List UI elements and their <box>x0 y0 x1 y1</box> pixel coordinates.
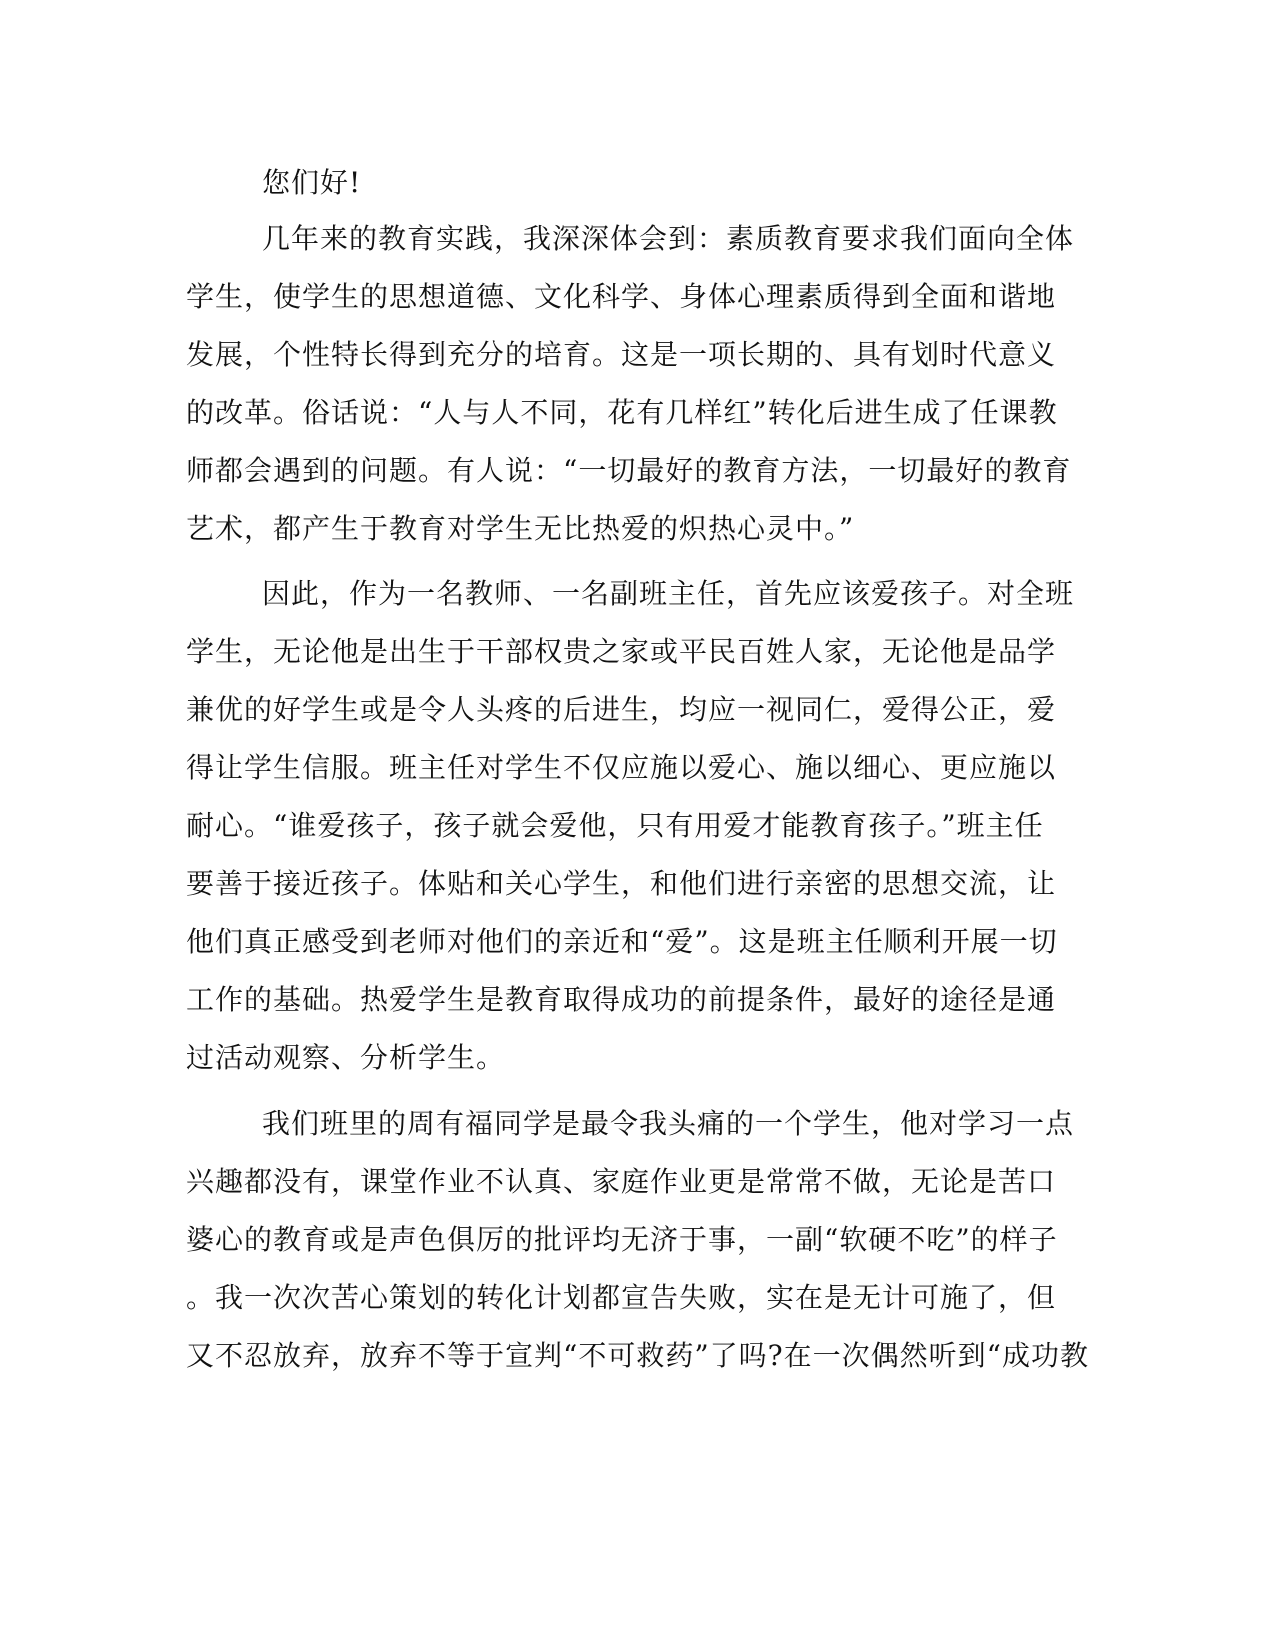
paragraph-line: 兼优的好学生或是令人头疼的后进生，均应一视同仁，爱得公正，爱 <box>186 693 1057 726</box>
paragraph-line: 工作的基础。热爱学生是教育取得成功的前提条件，最好的途径是通 <box>186 983 1057 1016</box>
paragraph-line: 要善于接近孩子。体贴和关心学生，和他们进行亲密的思想交流，让 <box>186 867 1057 900</box>
paragraph-line: 几年来的教育实践，我深深体会到：素质教育要求我们面向全体 <box>262 222 1075 255</box>
paragraph-line: 我们班里的周有福同学是最令我头痛的一个学生，他对学习一点 <box>262 1107 1075 1140</box>
paragraph-line: 耐心。“谁爱孩子，孩子就会爱他，只有用爱才能教育孩子。”班主任 <box>186 809 1044 842</box>
paragraph-line: 。我一次次苦心策划的转化计划都宣告失败，实在是无计可施了，但 <box>186 1281 1057 1314</box>
paragraph-line: 得让学生信服。班主任对学生不仅应施以爱心、施以细心、更应施以 <box>186 751 1057 784</box>
paragraph-line: 发展，个性特长得到充分的培育。这是一项长期的、具有划时代意义 <box>186 338 1057 371</box>
paragraph-line: 兴趣都没有，课堂作业不认真、家庭作业更是常常不做，无论是苦口 <box>186 1165 1057 1198</box>
paragraph-line: 艺术，都产生于教育对学生无比热爱的炽热心灵中。” <box>186 512 855 545</box>
paragraph-line: 学生，使学生的思想道德、文化科学、身体心理素质得到全面和谐地 <box>186 280 1057 313</box>
paragraph-line: 因此，作为一名教师、一名副班主任，首先应该爱孩子。对全班 <box>262 577 1075 610</box>
paragraph-line: 学生，无论他是出生于干部权贵之家或平民百姓人家，无论他是品学 <box>186 635 1057 668</box>
greeting: 您们好! <box>262 166 362 199</box>
paragraph-line: 的改革。俗话说：“人与人不同，花有几样红”转化后进生成了任课教 <box>186 396 1058 429</box>
paragraph-line: 又不忍放弃，放弃不等于宣判“不可救药”了吗?在一次偶然听到“成功教 <box>186 1339 1089 1372</box>
paragraph-line: 过活动观察、分析学生。 <box>186 1041 506 1074</box>
paragraph-line: 婆心的教育或是声色俱厉的批评均无济于事，一副“软硬不吃”的样子 <box>186 1223 1058 1256</box>
paragraph-line: 师都会遇到的问题。有人说：“一切最好的教育方法，一切最好的教育 <box>186 454 1072 487</box>
paragraph-line: 他们真正感受到老师对他们的亲近和“爱”。这是班主任顺利开展一切 <box>186 925 1058 958</box>
